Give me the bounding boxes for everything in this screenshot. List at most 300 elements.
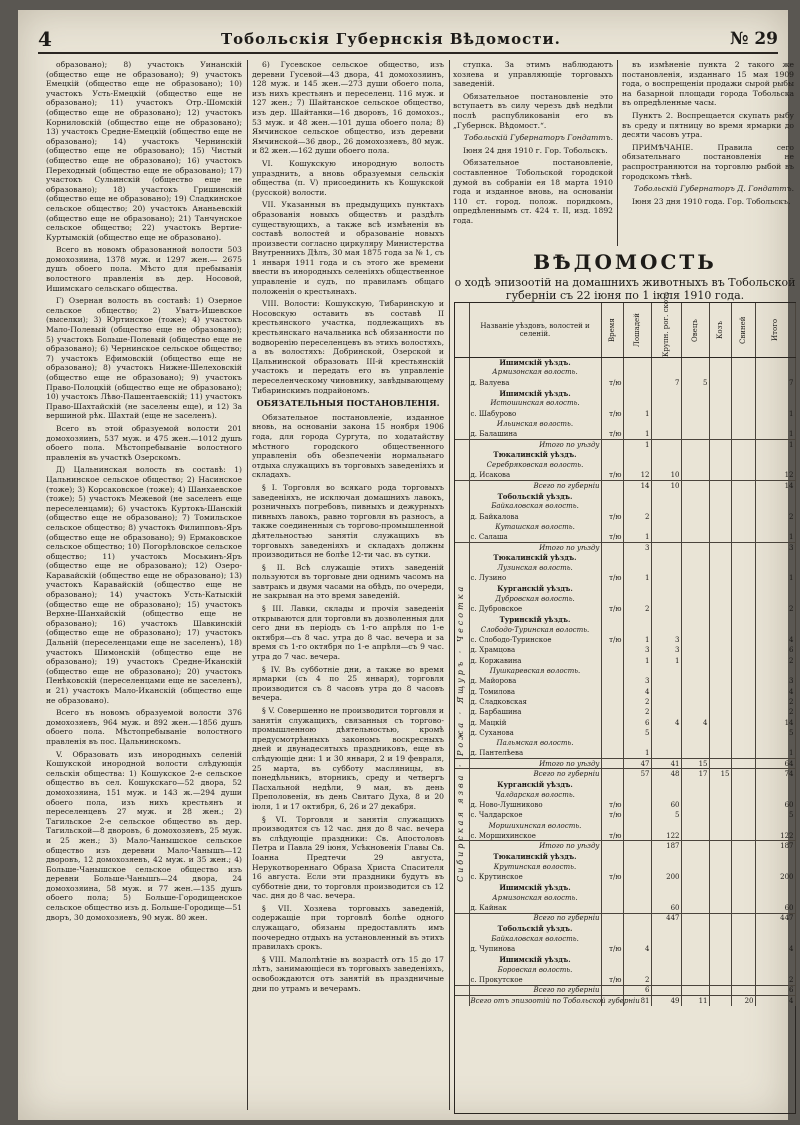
table-row (455, 656, 795, 666)
table-cell: Слободо-Туринская волость. (469, 625, 601, 635)
table-cell (709, 697, 731, 707)
signature: Тобольскій Губернаторъ Гондаттъ. (463, 133, 613, 143)
table-cell (601, 625, 623, 635)
table-cell: 12 (623, 470, 651, 480)
table-cell (731, 419, 755, 429)
section-row (455, 357, 795, 367)
table-row (455, 408, 795, 418)
table-cell: 2 (623, 975, 651, 985)
table-cell (731, 645, 755, 655)
table-cell (601, 645, 623, 655)
table-cell: т/ю (601, 532, 623, 542)
table-cell (681, 511, 709, 521)
issue-number: № 29 (729, 29, 778, 49)
table-cell (623, 820, 651, 830)
section-row (455, 851, 795, 861)
column-2 (252, 60, 444, 1110)
total-row (455, 913, 795, 923)
table-cell (709, 913, 731, 923)
disease-header (455, 303, 469, 357)
table-cell (681, 666, 709, 676)
table-cell (601, 367, 623, 377)
table-body (455, 357, 795, 1006)
table-cell: 1 (623, 635, 651, 645)
column-header: Свиней (731, 303, 755, 357)
table-cell: 4 (755, 944, 795, 954)
table-cell (709, 625, 731, 635)
table-cell: 1 (651, 656, 681, 666)
table-cell (709, 584, 731, 594)
table-cell (623, 954, 651, 964)
table-cell: 2 (623, 707, 651, 717)
table-cell (709, 748, 731, 758)
table-cell (651, 614, 681, 624)
table-cell (755, 851, 795, 861)
table-cell: т/ю (601, 470, 623, 480)
table-cell (731, 913, 755, 923)
table-cell (755, 738, 795, 748)
table-cell (651, 563, 681, 573)
section-row (455, 501, 795, 511)
paragraph: VI. Кошукскую инородную волость упразднить, а вновь образуемыя сельскія общества (п. V) присоединить къ Кошукской (русской) волости. (252, 158, 444, 197)
table-cell (681, 851, 709, 861)
newspaper-title: Тобольскія Губернскія Вѣдомости. (220, 30, 561, 48)
table-cell (623, 614, 651, 624)
paragraph: Всего въ этой образуемой волости 201 домохозяинъ, 537 муж. и 475 жен.—1012 душъ обоего пола. Мѣстопребываніе волостного правленія въ участкѣ Озерскомъ. (46, 423, 242, 462)
epizootic-table (454, 291, 796, 1114)
table-cell (601, 419, 623, 429)
table-cell (731, 501, 755, 511)
paragraph: VIII. Волости: Кошукскую, Тибаринскую и Носовскую оставить въ составѣ II крестьянского участка, подлежащихъ въ крестьянскаго начальника всѣ обязанности по водворенію переселенцевъ въ этихъ волостяхъ, а въ волостяхъ: Добринской, Озерской и Цальнинской образовать III-й крестьянскій участокъ и передать его въ управленіе переселенческому чиновнику, завѣдывающему Тибаринскимъ подрайономъ. (252, 299, 444, 395)
table-cell: 6 (755, 985, 795, 995)
table-cell (755, 954, 795, 964)
table-cell: 1 (623, 573, 651, 583)
table-cell (651, 851, 681, 861)
table-cell (681, 954, 709, 964)
table-cell: 4 (755, 687, 795, 697)
table-cell (709, 532, 731, 542)
table-cell (681, 439, 709, 449)
paragraph: Обязательное постановленіе, изданное вновь, на основаніи закона 15 ноября 1906 года, для города Сургута, по ходатайству мѣстного городского общественного управленія объ обезпеченіи нормальнаго отдыха служащихъ въ торговыхъ заведеніяхъ и складахъ. (252, 412, 444, 480)
table-cell: 1 (755, 748, 795, 758)
table-cell: т/ю (601, 831, 623, 841)
table-cell: Ишимскій уѣздъ. (469, 388, 601, 398)
table-cell (731, 563, 755, 573)
table-cell (709, 481, 731, 491)
table-cell (709, 934, 731, 944)
table-cell (601, 892, 623, 902)
column-header: Козъ (709, 303, 731, 357)
table-cell: 10 (651, 481, 681, 491)
table-cell: д. Барбашина (469, 707, 601, 717)
table-cell (601, 542, 623, 552)
table-cell (601, 851, 623, 861)
table-cell (681, 645, 709, 655)
table-cell (651, 687, 681, 697)
table-cell (623, 584, 651, 594)
table-cell (681, 913, 709, 923)
table-cell: 1 (623, 408, 651, 418)
signature: Тобольскій Губернаторъ Д. Гондаттъ. (633, 184, 794, 194)
table-cell (709, 728, 731, 738)
table-cell (651, 450, 681, 460)
table-cell (601, 614, 623, 624)
table-cell (623, 872, 651, 882)
table-cell (651, 604, 681, 614)
table-row (455, 573, 795, 583)
table-cell (681, 614, 709, 624)
table-cell (623, 563, 651, 573)
table-row (455, 872, 795, 882)
table-cell (709, 965, 731, 975)
paragraph: VII. Указанныя въ предыдущихъ пунктахъ образованія новыхъ обществъ и раздѣлъ существующихъ, а также всѣ измѣненія въ составѣ волостей и образованіе новыхъ произвести согласно циркуляру Министерства Внутреннихъ Дѣлъ, 30 мая 1875 года за № 1, съ 1 января 1911 года и съ этого же времени ввести въ инородныхъ селеніяхъ общественное управленіе и судъ, по правиламъ общаго положенія о крестьянахъ. (252, 200, 444, 296)
table-cell (755, 625, 795, 635)
table-cell (755, 965, 795, 975)
section-row (455, 789, 795, 799)
table-cell (755, 789, 795, 799)
table-cell (731, 470, 755, 480)
table-row (455, 635, 795, 645)
table-cell (731, 934, 755, 944)
table-cell: Ильинская волость. (469, 419, 601, 429)
table-cell (623, 923, 651, 933)
table-cell (755, 614, 795, 624)
table-cell: 14 (623, 481, 651, 491)
paragraph: § III. Лавки, склады и прочія заведенія открываются для торговли въ дозволенныя для сего дни въ періодъ съ 1-го апрѣля по 1-е октября—съ 8 час. утра до 8 час. вечера и за время съ 1-го октября по 1-е апрѣля—съ 9 час. утра до 7 час. вечера. (252, 604, 444, 662)
vedomost-subtitle: о ходѣ эпизоотій на домашнихъ животныхъ въ Тобольской губерніи съ 22 іюня по 1 іюля 1910 года. (454, 276, 796, 302)
table-cell (623, 501, 651, 511)
table-cell (709, 501, 731, 511)
date-line: Іюня 24 дня 1910 г. Гор. Тобольскъ. (463, 145, 608, 155)
table-cell (651, 429, 681, 439)
table-cell (623, 738, 651, 748)
table-cell (755, 367, 795, 377)
table-cell (681, 470, 709, 480)
table-cell: д. Ново-Лушниково (469, 800, 601, 810)
table-cell (709, 707, 731, 717)
table-cell (681, 429, 709, 439)
table-cell (681, 367, 709, 377)
table-cell: т/ю (601, 408, 623, 418)
table-cell (681, 481, 709, 491)
paragraph: Всего въ новомъ образованной волости 503 домохозяина, 1378 муж. и 1297 жен.— 2675 душъ обоего пола. Мѣсто для пребыванія волостного правленія въ дер. Носовой, Ишимскаго сельскаго общества. (46, 245, 242, 293)
table-cell (709, 357, 731, 367)
table-cell (709, 975, 731, 985)
table-cell: 1 (755, 429, 795, 439)
table-cell: 3 (651, 645, 681, 655)
table-cell (709, 759, 731, 769)
table-cell (681, 810, 709, 820)
table-cell (755, 419, 795, 429)
section-row (455, 820, 795, 830)
table-cell: Куташская волость. (469, 522, 601, 532)
table-cell: с. Салаша (469, 532, 601, 542)
table-cell (623, 357, 651, 367)
table-cell: 15 (681, 759, 709, 769)
table-cell: Крутинская волость. (469, 862, 601, 872)
table-cell (681, 779, 709, 789)
paragraph: Г) Озерная волость въ составѣ: 1) Озерное сельское общество; 2) Уватъ-Ишевское (выселки); 3) Юртинское (тоже); 4) участокъ Мало-Полевый (общество еще не образовано); 5) участокъ Больше-Полевый (общество еще не образовано); 6) Чернинское сельское общество; 7) участокъ Ефимовскій (общество еще не образовано); 8) участокъ Нижне-Шелеховскій (общество еще не образовано); 9) участокъ Право-Полоцкій (общество еще не образовано); 10) участокъ Лѣво-Пашентаевскій; 11) участокъ Право-Шахтайскій (не заселены еще), и 12) За вершиной рѣк. Шахтай (еще не заселенъ). (46, 296, 242, 421)
table-cell (623, 666, 651, 676)
table-cell (651, 862, 681, 872)
table-cell: Итого по уѣзду (469, 841, 601, 851)
table-cell (731, 882, 755, 892)
table-row (455, 645, 795, 655)
table-cell (601, 481, 623, 491)
table-cell (709, 779, 731, 789)
table-cell (731, 635, 755, 645)
table-cell (709, 851, 731, 861)
table-cell (709, 388, 731, 398)
table-cell (681, 831, 709, 841)
table-cell: Боровская волость. (469, 965, 601, 975)
table-cell (755, 522, 795, 532)
table-cell: с. Слободо-Туринское (469, 635, 601, 645)
table-cell (651, 882, 681, 892)
table-cell: т/ю (601, 800, 623, 810)
table-cell: Армизонская волость. (469, 367, 601, 377)
table-cell (623, 831, 651, 841)
table-cell: 2 (755, 707, 795, 717)
table-cell (709, 656, 731, 666)
table-cell (651, 789, 681, 799)
table-cell (731, 717, 755, 727)
column-3b (622, 60, 794, 248)
table-cell (731, 707, 755, 717)
table-cell: 1 (623, 656, 651, 666)
table-cell (731, 573, 755, 583)
table-cell: Пальмская волость. (469, 738, 601, 748)
table-cell: т/ю (601, 944, 623, 954)
table-cell (731, 532, 755, 542)
table-cell (731, 388, 755, 398)
table-cell (651, 511, 681, 521)
table-row (455, 511, 795, 521)
table-cell (731, 975, 755, 985)
page-header (38, 26, 778, 54)
table-cell: 3 (755, 676, 795, 686)
table-cell (709, 810, 731, 820)
table-cell (601, 748, 623, 758)
table-cell: 11 (681, 995, 709, 1005)
table-cell: с. Шабурово (469, 408, 601, 418)
table-cell (623, 779, 651, 789)
section-row (455, 965, 795, 975)
page-number: 4 (38, 27, 52, 51)
table-cell (651, 388, 681, 398)
table-cell (681, 398, 709, 408)
table-cell (601, 553, 623, 563)
table-cell (731, 687, 755, 697)
paragraph: § II. Всѣ служащіе этихъ заведеній пользуются въ торговые дни однимъ часомъ на завтракъ и двумя часами на обѣдъ, по очереди, не закрывая на это время заведеній. (252, 562, 444, 601)
table-cell (623, 913, 651, 923)
table-cell (731, 439, 755, 449)
table-cell (651, 923, 681, 933)
table-cell (623, 965, 651, 975)
table-cell (709, 408, 731, 418)
table-cell: Пушкаревская волость. (469, 666, 601, 676)
table-cell (601, 882, 623, 892)
table-cell (623, 398, 651, 408)
table-cell (681, 892, 709, 902)
table-cell (731, 923, 755, 933)
table-cell (709, 820, 731, 830)
table-cell: Всего по губерніи (469, 985, 601, 995)
total-row (455, 985, 795, 995)
table-cell (681, 707, 709, 717)
table-cell (709, 419, 731, 429)
table-cell (681, 460, 709, 470)
table-cell (731, 450, 755, 460)
table-cell: 6 (623, 717, 651, 727)
section-row (455, 398, 795, 408)
table-cell: 2 (755, 656, 795, 666)
table-cell: 1 (755, 573, 795, 583)
table-cell (681, 563, 709, 573)
section-row (455, 738, 795, 748)
table-cell (731, 862, 755, 872)
paragraph: § IV. Въ субботніе дни, а также во время ярмарки (съ 4 по 25 января), торговля производится съ 8 часовъ утра до 8 часовъ вечера. (252, 664, 444, 703)
table-cell (755, 892, 795, 902)
table-cell: Серебряковская волость. (469, 460, 601, 470)
table-cell: 12 (755, 470, 795, 480)
table-cell (755, 594, 795, 604)
table-cell: 2 (755, 697, 795, 707)
table-cell (601, 687, 623, 697)
table-cell (681, 357, 709, 367)
table-cell: Моршихинская волость. (469, 820, 601, 830)
table-cell (651, 676, 681, 686)
table-cell (731, 810, 755, 820)
table-cell (681, 975, 709, 985)
paragraph: Пунктъ 2. Воспрещается скупать рыбу въ среду и пятницу во время ярмарки до десяти часовъ утра. (622, 110, 794, 140)
table-cell (709, 429, 731, 439)
table-cell (755, 584, 795, 594)
table-cell (623, 903, 651, 913)
table-cell: 7 (651, 378, 681, 388)
section-row (455, 553, 795, 563)
table-cell (731, 481, 755, 491)
table-cell (709, 398, 731, 408)
table-cell: с. Дубровское (469, 604, 601, 614)
table-cell (709, 450, 731, 460)
table-cell (709, 553, 731, 563)
table-cell (709, 635, 731, 645)
table-cell (651, 738, 681, 748)
paragraph: 6) Гусевское сельское общество, изъ деревни Гусевой—43 двора, 41 домохозяинъ, 128 муж. и 145 жен.—273 души обоего пола, изъ нихъ крестьянъ и переселенц. 116 муж. и 127 жен.; 7) Шайтанское сельское общество, изъ дер. Шайтанки—16 дворовъ, 16 домохоз., 53 муж. и 48 жен.—101 душа обоего пола; 8) Ямчинское сельское общество, изъ деревни Ямчинской—36 двор., 26 домохозяевъ, 80 муж. и 82 жен.—162 души обоего пола. (252, 60, 444, 156)
table-cell (651, 491, 681, 501)
table-cell: д. Коржавина (469, 656, 601, 666)
paragraph: § VIII. Малолѣтніе въ возрастѣ отъ 15 до 17 лѣтъ, занимающіеся въ торговыхъ заведеніяхъ, освобождаются отъ занятій въ праздничные дни по утрамъ и вечерамъ. (252, 954, 444, 993)
table-row (455, 831, 795, 841)
table-cell (651, 779, 681, 789)
section-row (455, 923, 795, 933)
total-row (455, 759, 795, 769)
table-cell (601, 676, 623, 686)
section-row (455, 862, 795, 872)
table-cell (601, 460, 623, 470)
table-cell (709, 738, 731, 748)
table-cell: д. Исакова (469, 470, 601, 480)
table-cell (709, 923, 731, 933)
table-cell (709, 573, 731, 583)
table-cell (651, 522, 681, 532)
table-cell (623, 882, 651, 892)
table-cell: 2 (623, 604, 651, 614)
table-cell: д. Байкалова (469, 511, 601, 521)
table-cell (709, 954, 731, 964)
table-cell (651, 594, 681, 604)
table-cell (623, 491, 651, 501)
table-cell (681, 676, 709, 686)
table-cell (731, 985, 755, 995)
table-cell: 14 (755, 717, 795, 727)
table-cell (681, 934, 709, 944)
table-cell (651, 697, 681, 707)
table-cell (623, 460, 651, 470)
table-cell: 3 (623, 542, 651, 552)
table-cell (601, 728, 623, 738)
table-cell (731, 738, 755, 748)
table-cell (651, 954, 681, 964)
section-row (455, 666, 795, 676)
table-cell: Курганскій уѣздъ. (469, 584, 601, 594)
paragraph: въ измѣненіе пункта 2 такого же постановленія, изданнаго 15 мая 1909 года, о воспрещеніи продажи сырой рыбы на базарной площади города Тобольска въ опредѣленные часы. (622, 60, 794, 108)
table-cell (731, 398, 755, 408)
table-cell (651, 573, 681, 583)
section-row (455, 367, 795, 377)
table-cell (601, 357, 623, 367)
section-row (455, 954, 795, 964)
table-cell (731, 954, 755, 964)
table-cell: 122 (755, 831, 795, 841)
table-cell: 64 (755, 759, 795, 769)
total-row (455, 439, 795, 449)
table-cell: 447 (651, 913, 681, 923)
table-cell (681, 501, 709, 511)
column-header: Крупн. рог. скота (651, 303, 681, 357)
column-header: Овецъ (681, 303, 709, 357)
table-cell (731, 511, 755, 521)
table-cell (651, 728, 681, 738)
table-cell (755, 460, 795, 470)
table-cell (651, 357, 681, 367)
table-cell (731, 666, 755, 676)
table-cell (601, 789, 623, 799)
table-cell: 14 (755, 481, 795, 491)
table-cell (681, 419, 709, 429)
table-cell (651, 965, 681, 975)
table-row (455, 470, 795, 480)
table-cell: т/ю (601, 573, 623, 583)
table-cell (731, 728, 755, 738)
paragraph: § VI. Торговля и занятія служащихъ производятся съ 12 час. дня до 8 час. вечера въ слѣдующіе праздники: Св. Апостоловъ Петра и Павла 29 іюня, Усѣкновенія Главы Св. Іоанна Предтечи 29 августа, Нерукотвореннаго Образа Христа Спасителя 16 августа. Если эти праздники будутъ въ субботніе дни, то торговля производится съ 12 час. дня до 8 час. вечера. (252, 814, 444, 901)
table-cell (601, 398, 623, 408)
section-row (455, 882, 795, 892)
table-cell (623, 594, 651, 604)
table-cell (601, 656, 623, 666)
table-cell: 5 (755, 810, 795, 820)
table-cell (601, 594, 623, 604)
table-cell: 60 (651, 903, 681, 913)
table-row (455, 604, 795, 614)
section-row (455, 934, 795, 944)
table-cell: Итого по уѣзду (469, 439, 601, 449)
section-row (455, 419, 795, 429)
table-cell (681, 635, 709, 645)
table-cell: 4 (651, 717, 681, 727)
table-cell: Туринскій уѣздъ. (469, 614, 601, 624)
